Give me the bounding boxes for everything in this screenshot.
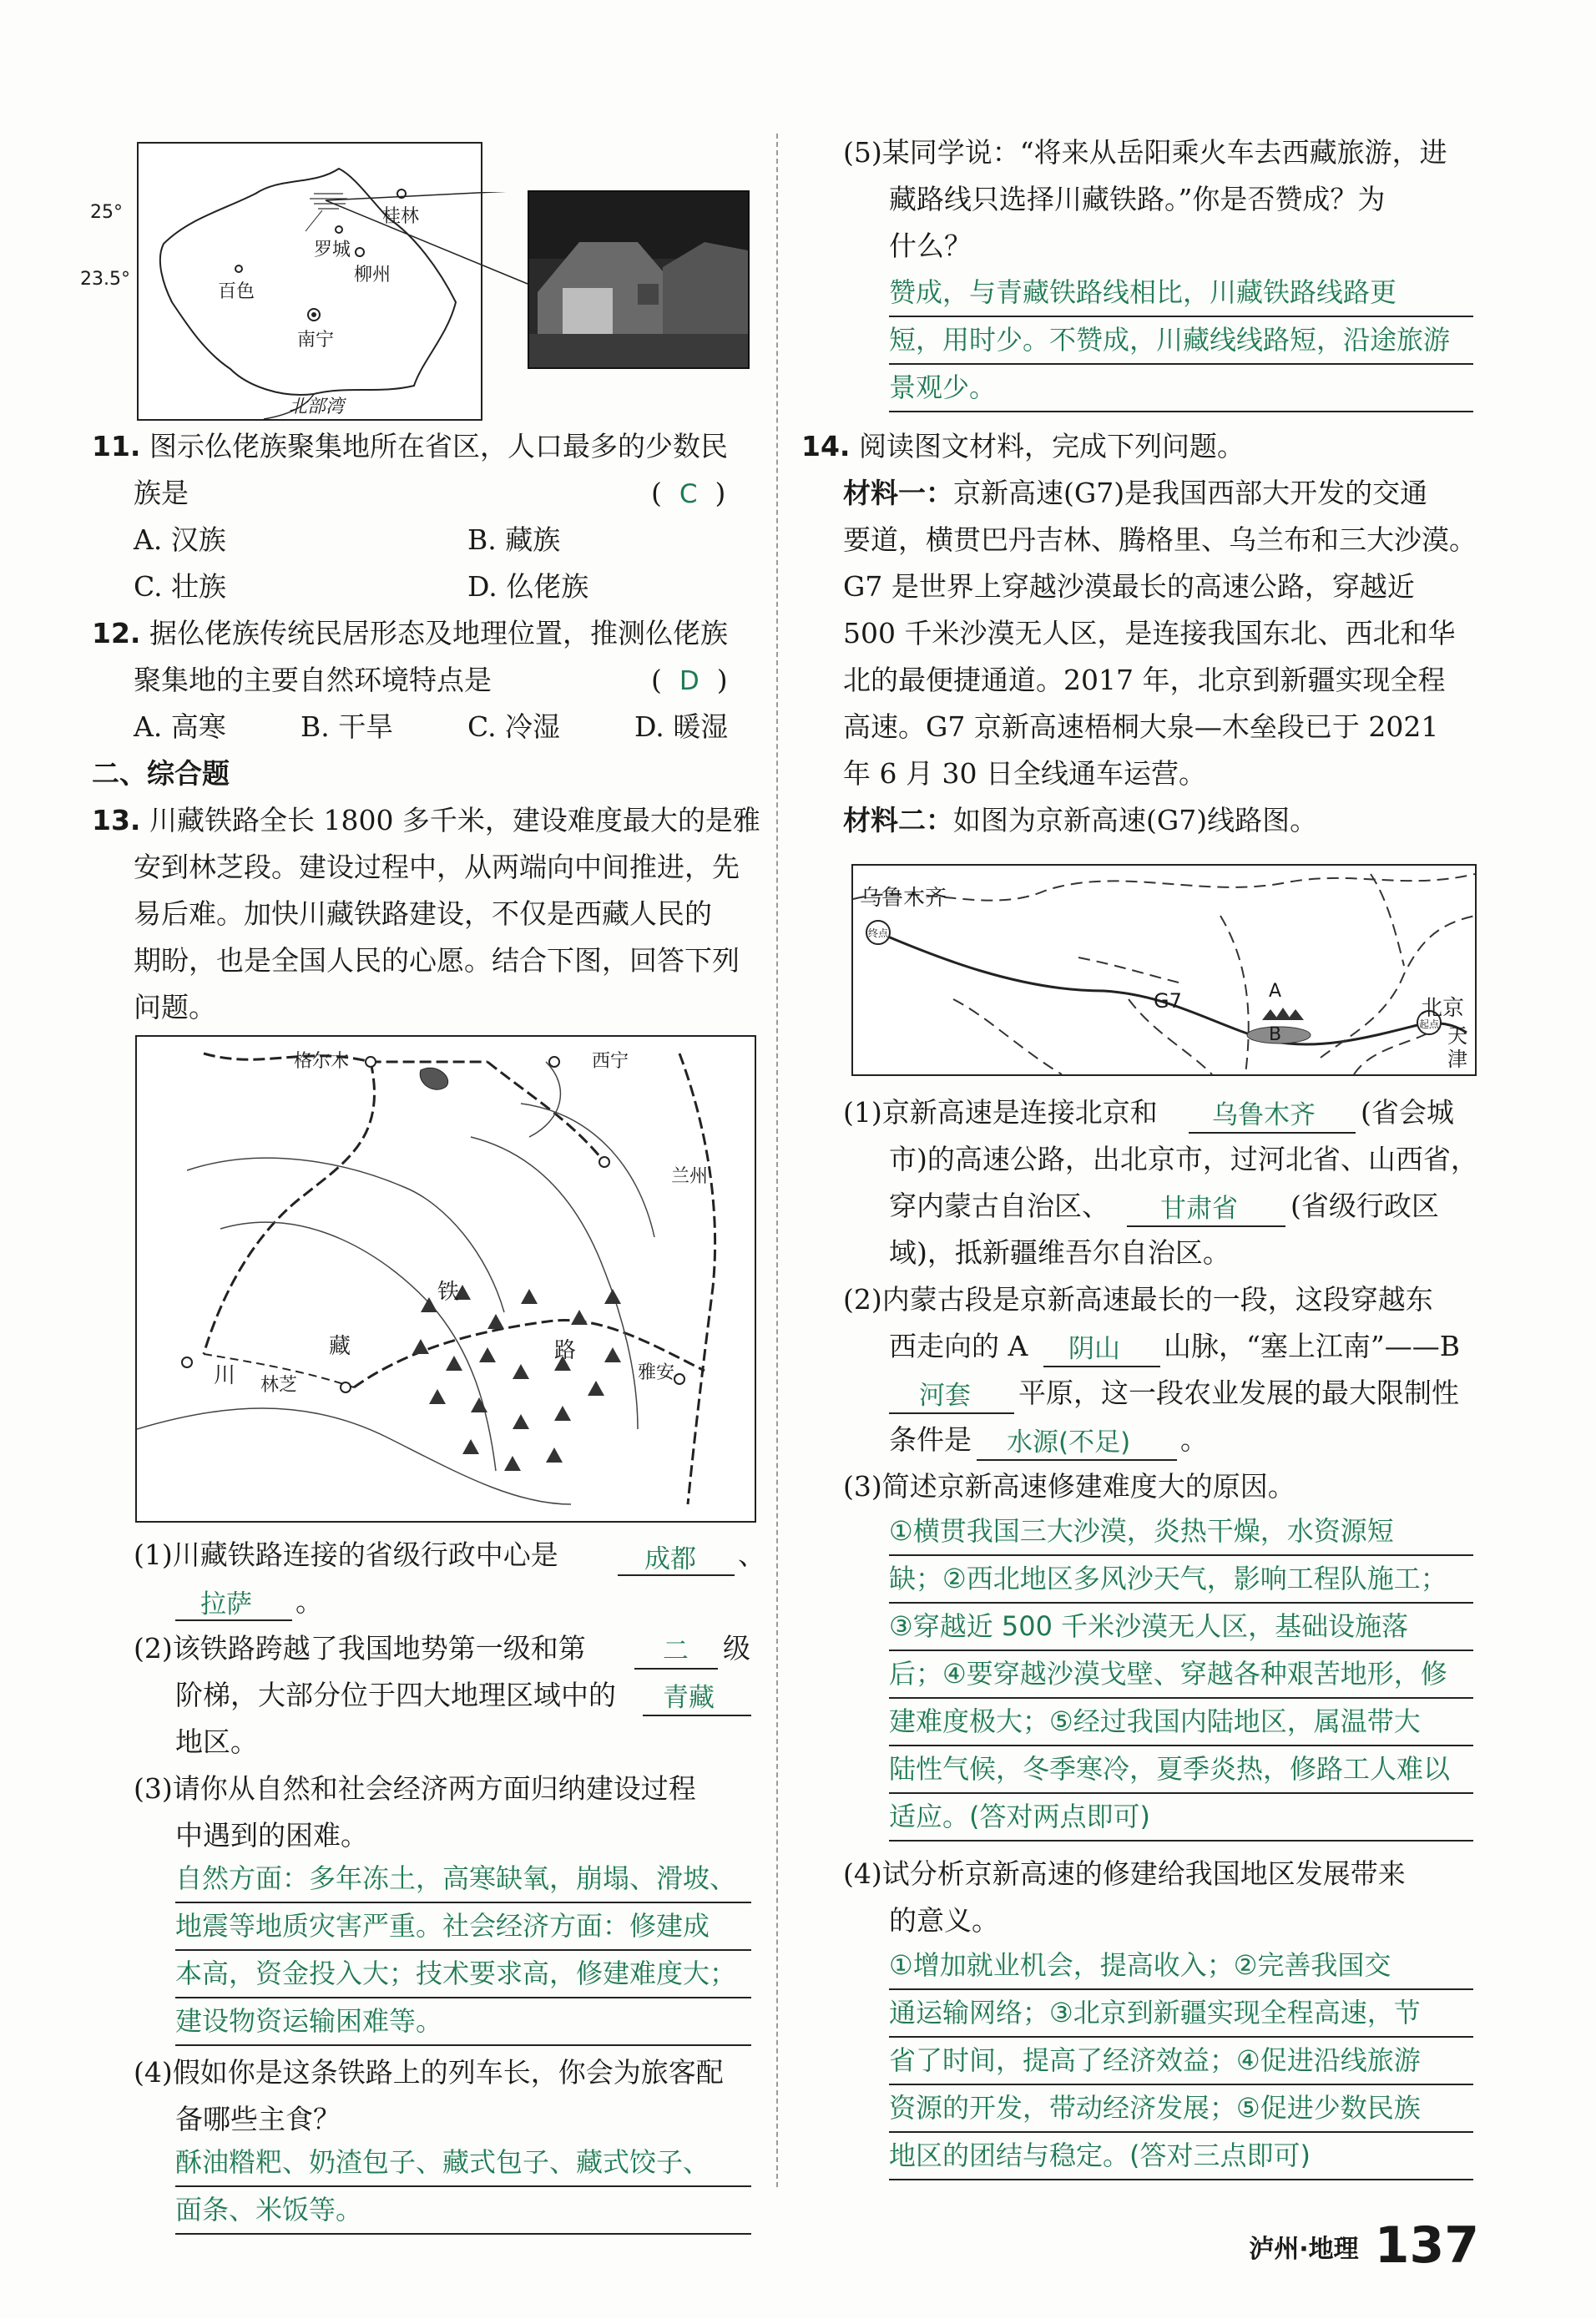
g7-map-label-start: 起点 <box>1419 1018 1440 1030</box>
q12-text1: 据仫佬族传统民居形态及地理位置，推测仫佬族 <box>149 617 728 649</box>
g7-map-label-urumqi: 乌鲁木齐 <box>860 886 947 911</box>
g7-map-label-b: B <box>1269 1024 1282 1045</box>
q13-p3-text1: (3)请你从自然和社会经济两方面归纳建设过程 <box>134 1772 696 1805</box>
q14-p3-answer-line: 适应。(答对两点即可) <box>889 1793 1473 1842</box>
q13-p2-answer-b: 青藏 <box>663 1683 715 1713</box>
q14-material1-label: 材料一： <box>843 477 953 509</box>
footer-subject: 地理 <box>1308 2235 1359 2264</box>
q11-answer-bracket: ( C ) <box>651 477 726 509</box>
q13-p4-text2: 备哪些主食？ <box>175 2103 341 2135</box>
q14-intro: 阅读图文材料，完成下列问题。 <box>858 430 1245 462</box>
q13-p5-answer-block <box>889 269 1473 412</box>
q14-material1-line: 年 6 月 30 日全线通车运营。 <box>843 757 1206 790</box>
q14-number: 14. <box>801 430 851 462</box>
city-label-liuzhou: 柳州 <box>354 265 391 285</box>
q14-p1-text-f: 域)，抵新疆维吾尔自治区。 <box>889 1236 1230 1269</box>
q14-line1 <box>801 427 1245 466</box>
q11-line1 <box>92 427 728 466</box>
g7-map-label-jin: 津 <box>1447 1048 1467 1071</box>
q11-option-a: A. 汉族 <box>134 523 226 556</box>
map-label-yaan: 雅安 <box>638 1362 675 1383</box>
q12-number: 12. <box>92 617 141 649</box>
footer-dot: · <box>1299 2235 1309 2264</box>
map-label-xining: 西宁 <box>592 1051 629 1072</box>
q14-p4-answer-line: 省了时间，提高了经济效益；④促进沿线旅游 <box>889 2037 1473 2085</box>
q14-p2-answer-c: 水源(不足) <box>1007 1427 1131 1458</box>
q12-answer: D <box>679 666 700 696</box>
map-label-tie: 铁 <box>437 1280 460 1305</box>
q12-option-a: A. 高寒 <box>134 710 226 743</box>
q14-p2-text-d: 平原，这一段农业发展的最大限制性 <box>1018 1377 1459 1409</box>
q14-p3-answer-line: ①横贯我国三大沙漠，炎热干燥，水资源短 <box>889 1508 1473 1556</box>
q14-p4-answer-line: 通运输网络；③北京到新疆实现全程高速，节 <box>889 1989 1473 2038</box>
q12-option-b: B. 干旱 <box>301 710 394 743</box>
q13-p2-text-c: 阶梯，大部分位于四大地理区域中的 <box>175 1679 616 1711</box>
q13-text2: 安到林芝段。建设过程中，从两端向中间推进，先 <box>134 851 740 883</box>
q13-p1-answer-a: 成都 <box>644 1544 696 1574</box>
q14-p4-answer-block <box>889 1942 1473 2184</box>
q13-p2-blank-b <box>643 1681 751 1716</box>
q11-text1: 图示仫佬族聚集地所在省区，人口最多的少数民 <box>149 430 728 462</box>
q13-p2-answer-a: 二 <box>663 1636 689 1666</box>
map-label-nyingchi: 林芝 <box>260 1375 298 1396</box>
q14-p2-blank-a <box>1043 1332 1160 1367</box>
q14-p1-blank-a <box>1189 1099 1356 1134</box>
lat-23-5-label: 23.5° <box>80 269 130 290</box>
q14-p4-answer-line: 地区的团结与稳定。(答对三点即可) <box>889 2132 1473 2180</box>
q13-p5-text1: (5)某同学说：“将来从岳阳乘火车去西藏旅游，进 <box>843 136 1447 169</box>
q14-material1-line1 <box>843 474 1427 513</box>
q13-p4-answer-line: 酥油糌粑、奶渣包子、藏式包子、藏式饺子、 <box>175 2139 751 2187</box>
q13-text3: 易后难。加快川藏铁路建设，不仅是西藏人民的 <box>134 897 712 930</box>
q13-p2-text-a: (2)该铁路跨越了我国地势第一级和第 <box>134 1632 586 1665</box>
q14-material1-line: 500 千米沙漠无人区，是连接我国东北、西北和华 <box>843 617 1456 649</box>
map-label-lu: 路 <box>554 1338 577 1363</box>
q11-option-b: B. 藏族 <box>467 523 561 556</box>
footer-region: 泸州 <box>1249 2235 1300 2264</box>
q14-p1-text-e: (省级行政区 <box>1290 1190 1439 1222</box>
city-label-baise: 百色 <box>218 281 255 302</box>
q14-p3-question: (3)简述京新高速修建难度大的原因。 <box>843 1470 1295 1503</box>
q14-p2-answer-b: 河套 <box>919 1381 971 1411</box>
q14-p2-text-f: 。 <box>1180 1423 1208 1456</box>
q14-p4-text2: 的意义。 <box>889 1904 999 1937</box>
q13-text1: 川藏铁路全长 1800 多千米，建设难度最大的是雅 <box>149 804 760 836</box>
sea-label: 北部湾 <box>289 397 345 417</box>
q14-material1-line: G7 是世界上穿越沙漠最长的高速公路，穿越近 <box>843 570 1415 603</box>
g7-map-label-beijing: 北京 <box>1421 996 1465 1021</box>
q13-p5-text3: 什么？ <box>889 230 972 262</box>
q13-p5-answer-line: 短，用时少。不赞成，川藏线线路短，沿途旅游 <box>889 316 1473 365</box>
q14-p3-answer-line: 后；④要穿越沙漠戈壁、穿越各种艰苦地形，修 <box>889 1650 1473 1699</box>
q13-p3-answer-line: 自然方面：多年冻土，高寒缺氧，崩塌、滑坡、 <box>175 1855 751 1903</box>
q14-p2-text-a: (2)内蒙古段是京新高速最长的一段，这段穿越东 <box>843 1283 1433 1316</box>
dwelling-photo <box>528 190 750 369</box>
q14-p1-text-b: (省会城 <box>1361 1096 1454 1129</box>
q14-p3-answer-line: ③穿越近 500 千米沙漠无人区，基础设施落 <box>889 1603 1473 1651</box>
q14-p2-text-b: 西走向的 A <box>889 1330 1028 1362</box>
q14-material1-line: 高速。G7 京新高速梧桐大泉—木垒段已于 2021 <box>843 710 1439 743</box>
map-label-golmud: 格尔木 <box>294 1051 350 1072</box>
q13-p5-text2: 藏路线只选择川藏铁路。”你是否赞成？为 <box>889 183 1386 215</box>
column-divider <box>776 134 778 2187</box>
q13-p5-answer-line: 赞成，与青藏铁路线相比，川藏铁路线路更 <box>889 269 1473 317</box>
g7-map-label-a: A <box>1269 981 1282 1002</box>
q14-p2-blank-c <box>977 1426 1177 1461</box>
q13-p1-text: (1)川藏铁路连接的省级行政中心是 <box>134 1538 558 1571</box>
q14-p2-answer-a: 阴山 <box>1068 1334 1120 1364</box>
map-label-lanzhou: 兰州 <box>671 1166 709 1187</box>
section-heading: 二、综合题 <box>92 757 230 790</box>
q14-p2-text-e: 条件是 <box>889 1423 972 1456</box>
q12-line1 <box>92 614 728 653</box>
page-number: 137 <box>1374 2216 1479 2275</box>
q13-p4-answer-block <box>175 2139 751 2236</box>
q12-text2: 聚集地的主要自然环境特点是 <box>134 664 492 696</box>
q14-p4-answer-line: ①增加就业机会，提高收入；②完善我国交 <box>889 1942 1473 1990</box>
q13-p1-answer-b: 拉萨 <box>200 1589 252 1619</box>
lat-25-label: 25° <box>90 202 123 223</box>
g7-map-label-g7: G7 <box>1154 989 1182 1013</box>
q13-p1-end: 。 <box>295 1585 323 1618</box>
q11-answer: C <box>679 479 698 509</box>
city-label-luocheng: 罗城 <box>314 240 351 260</box>
g7-route-map <box>851 864 1477 1076</box>
map-photo-connector <box>317 192 534 309</box>
q13-p4-answer-line: 面条、米饭等。 <box>175 2186 751 2235</box>
q14-p2-text-c: 山脉，“塞上江南”——B <box>1164 1330 1460 1362</box>
q14-p4-text1: (4)试分析京新高速的修建给我国地区发展带来 <box>843 1857 1406 1890</box>
g7-map-label-end: 终点 <box>868 927 889 939</box>
q14-p3-answer-line: 陆性气候，冬季寒冷，夏季炎热，修路工人难以 <box>889 1746 1473 1794</box>
q14-material1-text: 京新高速(G7)是我国西部大开发的交通 <box>953 477 1428 509</box>
q14-p1-text-c: 市)的高速公路，出北京市，过河北省、山西省， <box>889 1143 1478 1175</box>
q13-p3-answer-line: 本高，资金投入大；技术要求高，修建难度大； <box>175 1950 751 1998</box>
q14-p4-answer-line: 资源的开发，带动经济发展；⑤促进少数民族 <box>889 2084 1473 2133</box>
q13-number: 13. <box>92 804 141 836</box>
q13-p3-answer-line: 地震等地质灾害严重。社会经济方面：修建成 <box>175 1902 751 1951</box>
q14-p1-answer-b: 甘肃省 <box>1160 1194 1238 1224</box>
q11-option-c: C. 壮族 <box>134 570 227 603</box>
q14-p1-blank-b <box>1127 1192 1285 1227</box>
q13-p4-text1: (4)假如你是这条铁路上的列车长，你会为旅客配 <box>134 2056 724 2089</box>
q14-p3-answer-block <box>889 1508 1473 1842</box>
q13-p3-answer-line: 建设物资运输困难等。 <box>175 1998 751 2046</box>
q13-p5-answer-line: 景观少。 <box>889 364 1473 412</box>
q11-text2: 族是 <box>134 477 189 509</box>
city-label-nanning: 南宁 <box>297 330 335 351</box>
q13-line1 <box>92 801 760 840</box>
map-label-chuan: 川 <box>214 1363 236 1388</box>
q12-option-c: C. 冷湿 <box>467 710 561 743</box>
q13-p3-text2: 中遇到的困难。 <box>175 1819 368 1852</box>
map-label-zang: 藏 <box>329 1334 351 1359</box>
q12-answer-bracket: ( D ) <box>651 664 728 696</box>
q14-p2-blank-b <box>889 1379 1014 1414</box>
dwelling-photo-sketch <box>529 192 748 367</box>
q12-option-d: D. 暖湿 <box>634 710 729 743</box>
q13-text5: 问题。 <box>134 991 216 1023</box>
g7-map-label-tian: 天 <box>1447 1024 1467 1048</box>
q14-material1-line: 要道，横贯巴丹吉林、腾格里、乌兰布和三大沙漠。 <box>843 523 1477 556</box>
city-label-guilin: 桂林 <box>382 206 420 227</box>
page-footer <box>1249 2216 1479 2275</box>
q13-p1-blank-a <box>618 1541 735 1576</box>
q14-p3-answer-line: 建难度极大；⑤经过我国内陆地区，属温带大 <box>889 1698 1473 1746</box>
q14-p1-answer-a: 乌鲁木齐 <box>1212 1100 1316 1130</box>
q13-p1-sep: 、 <box>738 1538 765 1571</box>
q14-p1-text-d: 穿内蒙古自治区、 <box>889 1190 1109 1222</box>
q13-p2-blank-a <box>634 1634 718 1670</box>
q13-text4: 期盼，也是全国人民的心愿。结合下图，回答下列 <box>134 944 740 977</box>
q13-p1-blank-b <box>175 1586 292 1621</box>
q13-p3-answer-block <box>175 1855 751 2047</box>
q11-option-d: D. 仫佬族 <box>467 570 589 603</box>
q13-p2-text-d: 地区。 <box>175 1725 258 1758</box>
sichuan-tibet-railway-map <box>135 1035 756 1523</box>
q13-p2-text-b: 级 <box>723 1632 750 1665</box>
q11-number: 11. <box>92 430 141 462</box>
q14-material2-line <box>843 801 1317 840</box>
q14-p1-text-a: (1)京新高速是连接北京和 <box>843 1096 1158 1129</box>
q14-material1-line: 北的最便捷通道。2017 年，北京到新疆实现全程 <box>843 664 1446 696</box>
q14-p3-answer-line: 缺；②西北地区多风沙天气，影响工程队施工； <box>889 1555 1473 1604</box>
q14-material2-label: 材料二： <box>843 804 953 836</box>
q14-material2-text: 如图为京新高速(G7)线路图。 <box>953 804 1318 836</box>
